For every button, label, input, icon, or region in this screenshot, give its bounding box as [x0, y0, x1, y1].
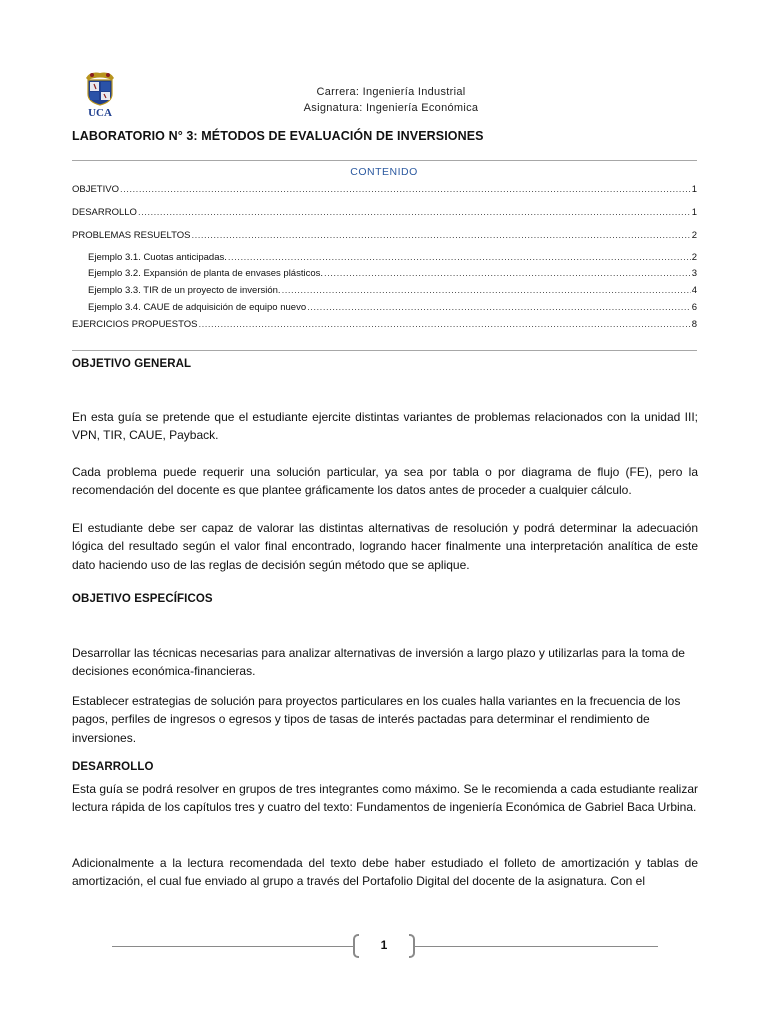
toc-entry-page: 8 — [691, 319, 697, 330]
toc-entry-label: DESARROLLO — [72, 207, 137, 218]
footer-bracket-left — [353, 934, 359, 958]
toc-heading: CONTENIDO — [350, 166, 418, 178]
toc-entry-page: 2 — [691, 252, 697, 263]
toc-entry-page: 6 — [691, 302, 697, 313]
footer-rule-left — [112, 946, 353, 947]
toc-entry-ejemplo-3-4[interactable] — [88, 302, 697, 314]
toc-entry-page: 1 — [691, 184, 697, 195]
toc-entry-ejemplo-3-2[interactable] — [88, 268, 697, 280]
objetivo-especificos-paragraph-1: Desarrollar las técnicas necesarias para analizar alternativas de inversión a largo plazo y utilizarlas para la toma de decisiones económica-financieras. — [72, 646, 685, 679]
toc-top-rule — [72, 160, 697, 161]
toc-leader — [228, 252, 691, 264]
desarrollo-paragraph-2: Adicionalmente a la lectura recomendada del texto debe haber estudiado el folleto de amortización y tablas de amortización, el cual fue enviado al grupo a través del Portafolio Digital del docente de la asignatura. Con el — [72, 856, 698, 889]
toc-leader — [120, 184, 691, 196]
desarrollo-heading: DESARROLLO — [72, 761, 154, 773]
toc-entry-desarrollo[interactable] — [72, 207, 697, 219]
objetivo-general-paragraph-3: El estudiante debe ser capaz de valorar las distintas alternativas de resolución y podrá determinar la adecuación lógica del resultado según el valor final encontrado, logrando hacer finalmente una interpretación analítica de este dato haciendo uso de las reglas de decisión según método que se aplique. — [72, 521, 698, 572]
toc-entry-ejemplo-3-3[interactable] — [88, 285, 697, 297]
toc-leader — [198, 319, 690, 331]
toc-entry-page: 4 — [691, 285, 697, 296]
toc-entry-page: 3 — [691, 268, 697, 279]
objetivo-general-paragraph-1: En esta guía se pretende que el estudiante ejercite distintas variantes de problemas relacionados con la unidad III; VPN, TIR, CAUE, Payback. — [72, 410, 698, 443]
toc-bottom-rule — [72, 350, 697, 351]
toc-entry-problemas-resueltos[interactable] — [72, 230, 697, 242]
document-title: LABORATORIO N° 3: MÉTODOS DE EVALUACIÓN DE INVERSIONES — [72, 129, 484, 143]
toc-leader — [282, 285, 691, 297]
desarrollo-paragraph-1: Esta guía se podrá resolver en grupos de tres integrantes como máximo. Se le recomienda a cada estudiante realizar lectura rápida de los capítulos tres y cuatro del texto: Fundamentos de ingeniería Económica de Gabriel Baca Urbina. — [72, 782, 698, 815]
toc-entry-label: OBJETIVO — [72, 184, 119, 195]
toc-leader — [307, 302, 691, 314]
subject-line: Asignatura: Ingeniería Económica — [303, 102, 479, 114]
toc-entry-ejercicios-propuestos[interactable] — [72, 319, 697, 331]
toc-entry-objetivo[interactable] — [72, 184, 697, 196]
toc-entry-label: EJERCICIOS PROPUESTOS — [72, 319, 198, 330]
toc-leader — [324, 268, 691, 280]
toc-entry-label: Ejemplo 3.2. Expansión de planta de envases plásticos. — [88, 268, 324, 279]
objetivo-especificos-heading: OBJETIVO ESPECÍFICOS — [72, 593, 213, 605]
footer-bracket-right — [409, 934, 415, 958]
objetivo-general-paragraph-2: Cada problema puede requerir una solución particular, ya sea por tabla o por diagrama de flujo (FE), pero la recomendación del docente es que plantee gráficamente los datos antes de proceder a cualquier cálculo. — [72, 465, 698, 498]
toc-leader — [191, 230, 690, 242]
objetivo-general-heading: OBJETIVO GENERAL — [72, 358, 192, 370]
logo-text: UCA — [88, 107, 112, 118]
toc-leader — [138, 207, 691, 219]
toc-entry-label: Ejemplo 3.1. Cuotas anticipadas. — [88, 252, 227, 263]
page-number: 1 — [380, 938, 388, 952]
footer-rule-right — [415, 946, 658, 947]
toc-entry-label: Ejemplo 3.3. TIR de un proyecto de inversión. — [88, 285, 281, 296]
career-line: Carrera: Ingeniería Industrial — [316, 86, 466, 98]
document-header — [0, 84, 768, 116]
toc-entry-label: Ejemplo 3.4. CAUE de adquisición de equipo nuevo — [88, 302, 307, 313]
toc-entry-ejemplo-3-1[interactable] — [88, 252, 697, 264]
toc-entry-page: 1 — [691, 207, 697, 218]
objetivo-especificos-paragraph-2: Establecer estrategias de solución para proyectos particulares en los cuales halla variantes en la frecuencia de los pagos, perfiles de ingresos o egresos y tipos de tasas de interés pactadas para determinar el rendimiento de inversiones. — [72, 694, 681, 745]
toc-entry-label: PROBLEMAS RESUELTOS — [72, 230, 191, 241]
toc-entry-page: 2 — [691, 230, 697, 241]
